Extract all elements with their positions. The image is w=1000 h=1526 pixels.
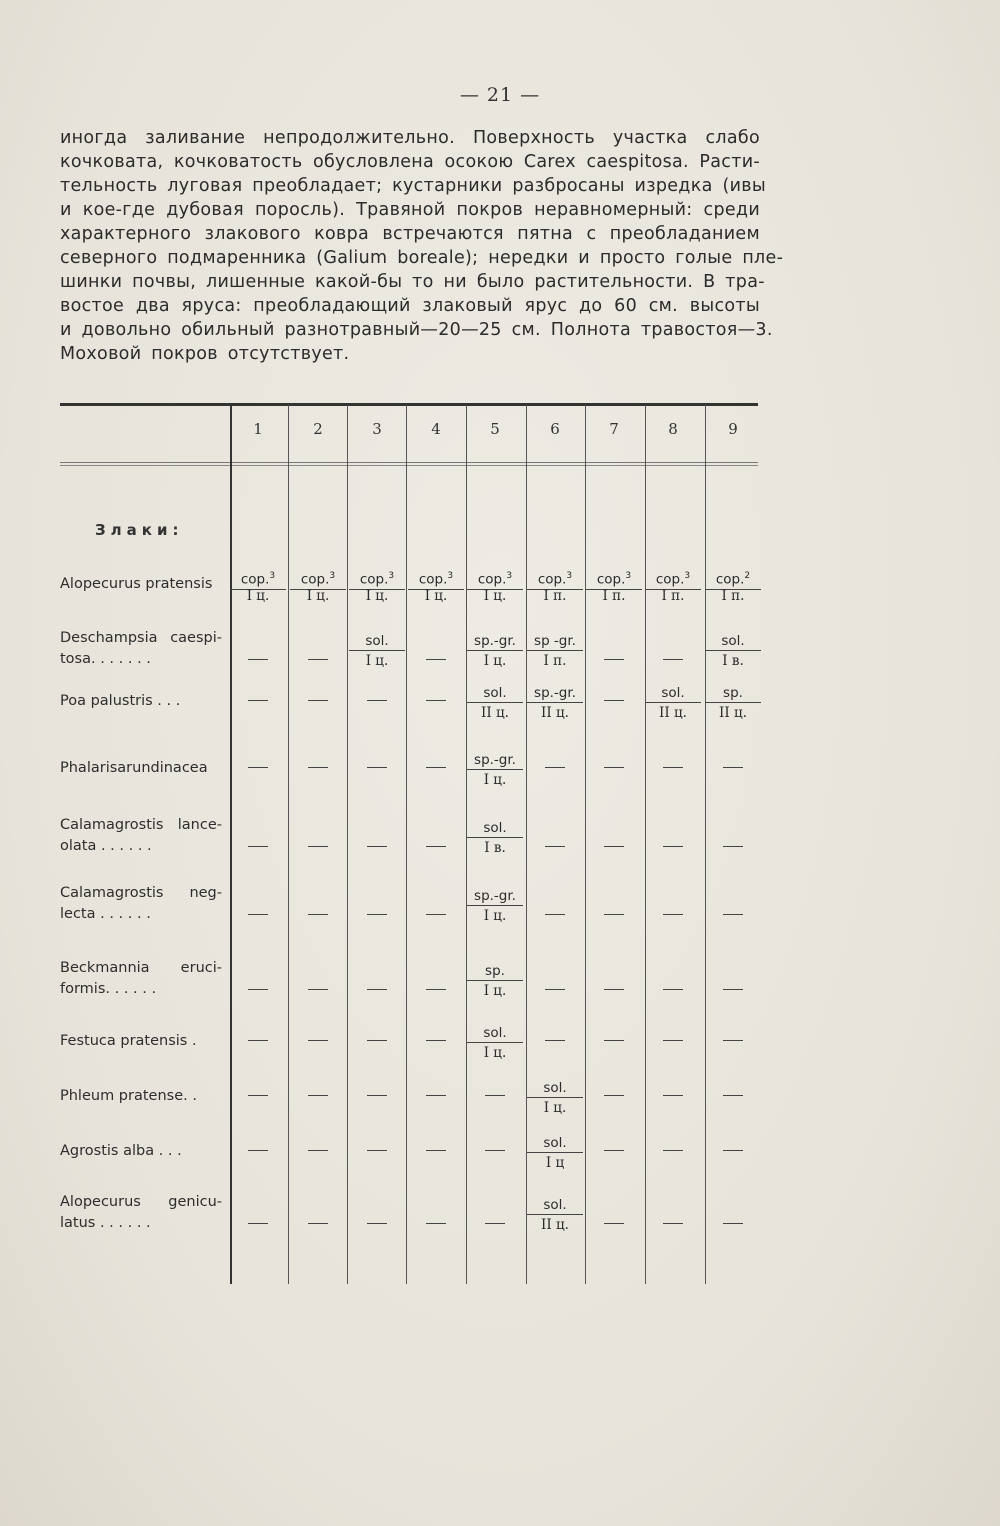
species-name-line: Calamagrostis neg- — [60, 885, 222, 901]
column-divider — [288, 405, 289, 1284]
paragraph-line: востое два яруса: преобладающий злаковый ярус до 60 см. высоты — [60, 296, 760, 316]
abundance-value — [467, 1024, 523, 1043]
abundance-text: cop. — [655, 571, 685, 588]
species-name-line: Calamagrostis lance- — [60, 817, 222, 833]
abundance-value — [467, 962, 523, 981]
paragraph-line: шинки почвы, лишенные какой-бы то ни было растительности. В тра- — [60, 272, 765, 292]
abundance-value — [349, 632, 405, 651]
layer-pattern-value: II ц. — [541, 1217, 569, 1233]
empty-cell-dash — [308, 659, 328, 660]
column-header: 5 — [490, 420, 500, 438]
empty-cell-dash — [426, 700, 446, 701]
abundance-text: sol. — [543, 1197, 567, 1213]
empty-cell-dash — [367, 1040, 387, 1041]
species-name-line: Beckmannia eruci- — [60, 960, 222, 976]
abundance-value — [645, 684, 701, 703]
empty-cell-dash — [663, 767, 683, 768]
column-divider — [585, 405, 586, 1284]
layer-pattern-value: I ц. — [483, 653, 507, 669]
species-name — [60, 691, 222, 712]
layer-pattern-value: I ц. — [306, 588, 330, 604]
empty-cell-dash — [545, 1040, 565, 1041]
empty-cell-dash — [308, 1150, 328, 1151]
abundance-degree: 3 — [566, 571, 573, 581]
body-paragraph — [60, 126, 784, 366]
species-name — [60, 883, 222, 925]
empty-cell-dash — [426, 1095, 446, 1096]
empty-cell-dash — [248, 1223, 268, 1224]
abundance-text: sp -gr. — [534, 633, 576, 649]
empty-cell-dash — [604, 1095, 624, 1096]
empty-cell-dash — [426, 914, 446, 915]
abundance-value — [527, 1196, 583, 1215]
abundance-value — [467, 684, 523, 703]
abundance-text: cop. — [300, 571, 330, 588]
empty-cell-dash — [367, 1095, 387, 1096]
empty-cell-dash — [663, 846, 683, 847]
empty-cell-dash — [308, 700, 328, 701]
abundance-text: cop. — [418, 571, 448, 588]
abundance-text: sp.-gr. — [474, 752, 516, 768]
abundance-value — [467, 887, 523, 906]
layer-pattern-value: I ц. — [483, 1045, 507, 1061]
abundance-text: cop. — [537, 571, 567, 588]
abundance-text: sol. — [483, 820, 507, 836]
column-divider — [347, 405, 348, 1284]
empty-cell-dash — [248, 1150, 268, 1151]
empty-cell-dash — [604, 846, 624, 847]
column-header: 4 — [431, 420, 441, 438]
empty-cell-dash — [723, 1223, 743, 1224]
empty-cell-dash — [604, 989, 624, 990]
abundance-value — [467, 819, 523, 838]
abundance-text: sol. — [365, 633, 389, 649]
species-name-line: Poa palustris . . . — [60, 693, 181, 709]
empty-cell-dash — [248, 1095, 268, 1096]
empty-cell-dash — [604, 1150, 624, 1151]
paragraph-line: северного подмаренника (Galium boreale); нередки и просто голые пле- — [60, 248, 784, 268]
species-name — [60, 1031, 222, 1052]
column-divider — [406, 405, 407, 1284]
abundance-degree: 3 — [684, 571, 691, 581]
abundance-text: sp.-gr. — [474, 633, 516, 649]
empty-cell-dash — [308, 989, 328, 990]
empty-cell-dash — [663, 659, 683, 660]
empty-cell-dash — [723, 846, 743, 847]
column-header: 6 — [550, 420, 560, 438]
empty-cell-dash — [248, 846, 268, 847]
empty-cell-dash — [308, 1040, 328, 1041]
abundance-value — [705, 632, 761, 651]
table-top-rule — [60, 403, 758, 406]
species-name-line: Alopecurus pratensis — [60, 576, 213, 592]
paragraph-line: Моховой покров отсутствует. — [60, 344, 350, 364]
paragraph-line: кочковата, кочковатость обусловлена осокою Carex caespitosa. Расти- — [60, 152, 760, 172]
column-divider — [230, 405, 232, 1284]
empty-cell-dash — [367, 1223, 387, 1224]
empty-cell-dash — [367, 1150, 387, 1151]
species-name — [60, 1086, 222, 1107]
empty-cell-dash — [426, 767, 446, 768]
empty-cell-dash — [723, 1150, 743, 1151]
species-name — [60, 815, 222, 857]
empty-cell-dash — [426, 989, 446, 990]
empty-cell-dash — [308, 1223, 328, 1224]
empty-cell-dash — [545, 914, 565, 915]
species-name-line: Alopecurus genicu- — [60, 1194, 222, 1210]
abundance-text: cop. — [359, 571, 389, 588]
column-header: 2 — [313, 420, 323, 438]
layer-pattern-value: I ц. — [483, 772, 507, 788]
species-name-line: Phleum pratense. . — [60, 1088, 197, 1104]
empty-cell-dash — [308, 846, 328, 847]
abundance-text: sol. — [721, 633, 745, 649]
paragraph-line: и кое-где дубовая поросль). Травяной покров неравномерный: среди — [60, 200, 760, 220]
abundance-degree: 3 — [506, 571, 513, 581]
empty-cell-dash — [248, 989, 268, 990]
species-name-line: lecta . . . . . . — [60, 906, 151, 922]
layer-pattern-value: I ц. — [483, 908, 507, 924]
empty-cell-dash — [367, 989, 387, 990]
empty-cell-dash — [604, 767, 624, 768]
species-name — [60, 574, 222, 595]
layer-pattern-value: I п. — [602, 588, 626, 604]
layer-pattern-value: I ц. — [483, 983, 507, 999]
section-title: Злаки: — [95, 521, 184, 539]
species-name — [60, 758, 222, 779]
abundance-text: sp. — [723, 685, 743, 701]
empty-cell-dash — [723, 914, 743, 915]
layer-pattern-value: I ц. — [543, 1100, 567, 1116]
table-header-rule — [60, 462, 758, 463]
layer-pattern-value: I ц — [545, 1155, 565, 1171]
layer-pattern-value: I п. — [543, 588, 567, 604]
empty-cell-dash — [545, 767, 565, 768]
species-name — [60, 1141, 222, 1162]
empty-cell-dash — [485, 1223, 505, 1224]
abundance-value — [527, 684, 583, 703]
empty-cell-dash — [426, 659, 446, 660]
layer-pattern-value: II ц. — [659, 705, 687, 721]
paragraph-line: иногда заливание непродолжительно. Поверхность участка слабо — [60, 128, 760, 148]
column-divider — [645, 405, 646, 1284]
empty-cell-dash — [663, 1150, 683, 1151]
empty-cell-dash — [367, 767, 387, 768]
layer-pattern-value: I ц. — [483, 588, 507, 604]
column-header: 9 — [728, 420, 738, 438]
empty-cell-dash — [545, 989, 565, 990]
empty-cell-dash — [545, 846, 565, 847]
empty-cell-dash — [367, 914, 387, 915]
abundance-degree: 3 — [625, 571, 632, 581]
empty-cell-dash — [723, 989, 743, 990]
abundance-text: sol. — [543, 1135, 567, 1151]
empty-cell-dash — [248, 767, 268, 768]
empty-cell-dash — [367, 700, 387, 701]
abundance-text: sol. — [483, 685, 507, 701]
empty-cell-dash — [485, 1095, 505, 1096]
abundance-text: cop. — [240, 571, 270, 588]
empty-cell-dash — [723, 1095, 743, 1096]
paragraph-line: тельность луговая преобладает; кустарники разбросаны изредка (ивы — [60, 176, 766, 196]
abundance-text: sol. — [543, 1080, 567, 1096]
abundance-value — [527, 1079, 583, 1098]
column-header: 3 — [372, 420, 382, 438]
layer-pattern-value: I п. — [661, 588, 685, 604]
empty-cell-dash — [308, 1095, 328, 1096]
empty-cell-dash — [248, 700, 268, 701]
layer-pattern-value: I ц. — [365, 653, 389, 669]
abundance-degree: 3 — [329, 571, 336, 581]
table-header-rule-double — [60, 465, 758, 466]
species-name-line: Agrostis alba . . . — [60, 1143, 182, 1159]
empty-cell-dash — [604, 1040, 624, 1041]
layer-pattern-value: II ц. — [481, 705, 509, 721]
layer-pattern-value: II ц. — [541, 705, 569, 721]
empty-cell-dash — [426, 1150, 446, 1151]
empty-cell-dash — [426, 846, 446, 847]
species-name-line: latus . . . . . . — [60, 1215, 151, 1231]
page-number: — 21 — — [459, 84, 541, 106]
empty-cell-dash — [723, 767, 743, 768]
species-name-line: Deschampsia caespi- — [60, 630, 222, 646]
species-name-line: formis. . . . . . — [60, 981, 157, 997]
species-name-line: Festuca pratensis . — [60, 1033, 197, 1049]
empty-cell-dash — [663, 914, 683, 915]
species-name — [60, 628, 222, 670]
column-header: 8 — [668, 420, 678, 438]
abundance-value — [527, 1134, 583, 1153]
column-header: 1 — [253, 420, 263, 438]
empty-cell-dash — [248, 659, 268, 660]
empty-cell-dash — [663, 1223, 683, 1224]
layer-pattern-value: I в. — [722, 653, 744, 669]
empty-cell-dash — [248, 914, 268, 915]
layer-pattern-value: I п. — [543, 653, 567, 669]
empty-cell-dash — [308, 767, 328, 768]
species-name-line: tosa. . . . . . . — [60, 651, 151, 667]
layer-pattern-value: I ц. — [424, 588, 448, 604]
empty-cell-dash — [426, 1040, 446, 1041]
abundance-text: cop. — [596, 571, 626, 588]
abundance-text: cop. — [477, 571, 507, 588]
empty-cell-dash — [604, 914, 624, 915]
layer-pattern-value: I ц. — [365, 588, 389, 604]
abundance-text: sp.-gr. — [534, 685, 576, 701]
abundance-text: sp. — [485, 963, 505, 979]
empty-cell-dash — [663, 1040, 683, 1041]
abundance-degree: 3 — [269, 571, 276, 581]
empty-cell-dash — [248, 1040, 268, 1041]
paragraph-line: характерного злакового ковра встречаются пятна с преобладанием — [60, 224, 760, 244]
species-name-line: Phalarisarundinacea — [60, 760, 208, 776]
empty-cell-dash — [604, 1223, 624, 1224]
abundance-text: sol. — [661, 685, 685, 701]
abundance-text: cop. — [715, 571, 745, 588]
species-name — [60, 958, 222, 1000]
abundance-value — [527, 632, 583, 651]
paragraph-line: и довольно обильный разнотравный—20—25 см. Полнота травостоя—3. — [60, 320, 773, 340]
abundance-value — [467, 751, 523, 770]
abundance-degree: 2 — [744, 571, 751, 581]
empty-cell-dash — [723, 1040, 743, 1041]
empty-cell-dash — [308, 914, 328, 915]
layer-pattern-value: I п. — [721, 588, 745, 604]
species-name-line: olata . . . . . . — [60, 838, 152, 854]
abundance-degree: 3 — [388, 571, 395, 581]
abundance-text: sp.-gr. — [474, 888, 516, 904]
abundance-degree: 3 — [447, 571, 454, 581]
column-divider — [705, 405, 706, 1284]
species-name — [60, 1192, 222, 1234]
empty-cell-dash — [604, 700, 624, 701]
layer-pattern-value: I в. — [484, 840, 506, 856]
empty-cell-dash — [663, 1095, 683, 1096]
abundance-value — [467, 632, 523, 651]
abundance-value — [705, 684, 761, 703]
layer-pattern-value: II ц. — [719, 705, 747, 721]
column-header: 7 — [609, 420, 619, 438]
layer-pattern-value: I ц. — [246, 588, 270, 604]
empty-cell-dash — [604, 659, 624, 660]
empty-cell-dash — [426, 1223, 446, 1224]
abundance-text: sol. — [483, 1025, 507, 1041]
empty-cell-dash — [663, 989, 683, 990]
empty-cell-dash — [367, 846, 387, 847]
empty-cell-dash — [485, 1150, 505, 1151]
